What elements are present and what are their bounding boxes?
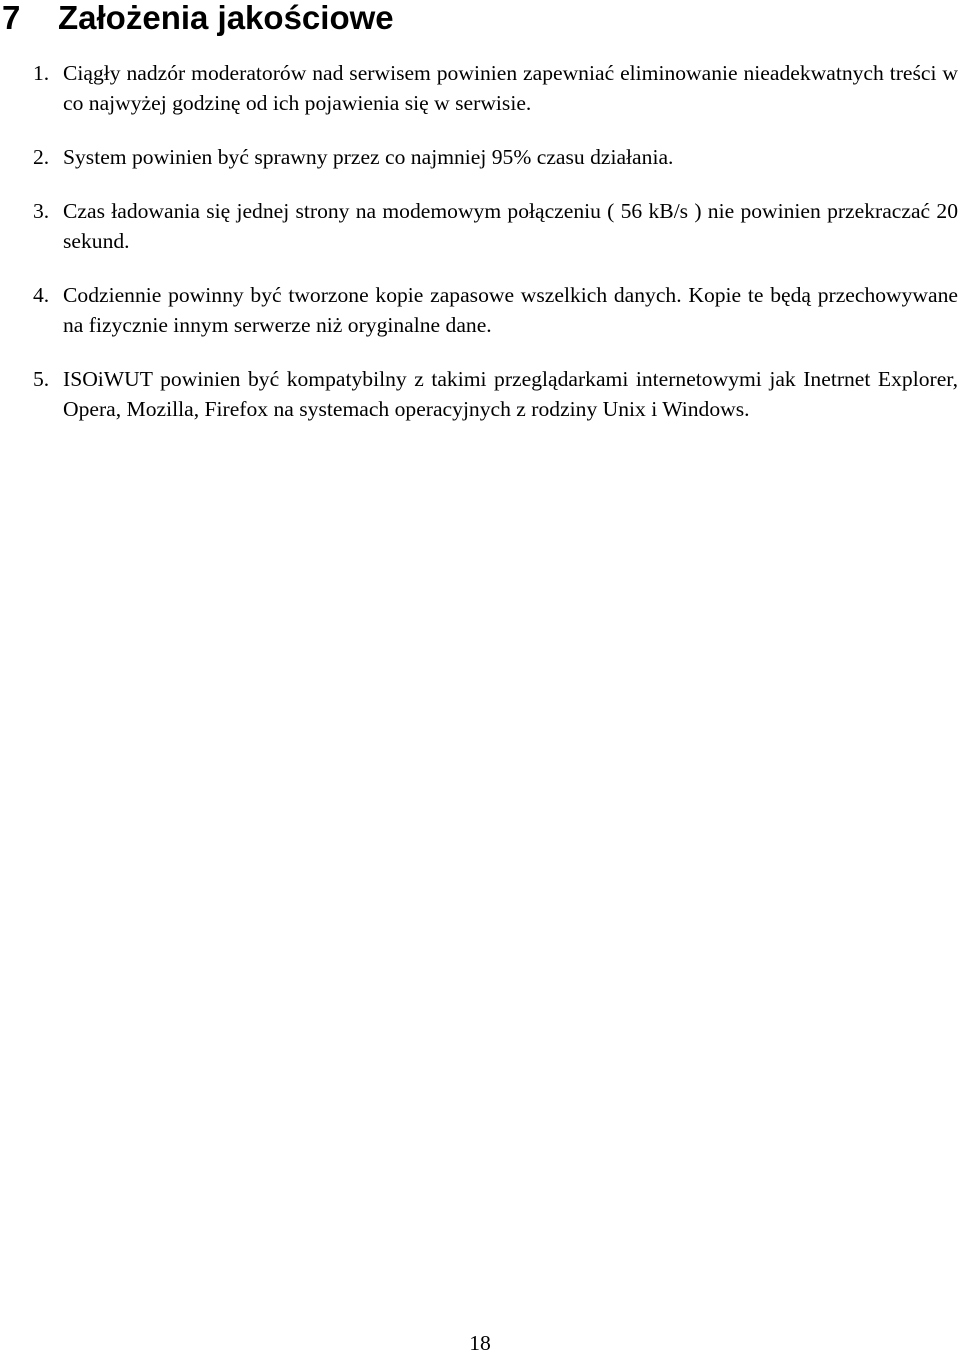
requirement-item-3 <box>0 196 960 256</box>
requirement-text: Czas ładowania się jednej strony na modemowym połączeniu ( 56 kB/s ) nie powinien przekraczać 20 sekund. <box>63 199 958 253</box>
requirement-number: 4. <box>33 283 50 307</box>
requirement-text: Codziennie powinny być tworzone kopie zapasowe wszelkich danych. Kopie te będą przechowywane na fizycznie innym serwerze niż oryginalne dane. <box>63 283 958 337</box>
requirement-item-4 <box>0 280 960 340</box>
requirement-number: 1. <box>33 61 50 85</box>
requirement-item-5 <box>0 364 960 424</box>
requirement-item-2 <box>0 142 960 172</box>
requirement-text: ISOiWUT powinien być kompatybilny z takimi przeglądarkami internetowymi jak Inetrnet Explorer, Opera, Mozilla, Firefox na systemach operacyjnych z rodziny Unix i Windows. <box>63 367 958 421</box>
section-heading <box>2 0 394 38</box>
requirement-number: 3. <box>33 199 50 223</box>
requirements-list <box>0 58 960 448</box>
requirement-number: 2. <box>33 145 50 169</box>
section-number: 7 <box>2 0 21 36</box>
page-number: 18 <box>469 1331 491 1355</box>
requirement-item-1 <box>0 58 960 118</box>
requirement-number: 5. <box>33 367 50 391</box>
section-title: Założenia jakościowe <box>58 0 394 36</box>
requirement-text: System powinien być sprawny przez co najmniej 95% czasu działania. <box>63 145 674 169</box>
requirement-text: Ciągły nadzór moderatorów nad serwisem powinien zapewniać eliminowanie nieadekwatnych treści w co najwyżej godzinę od ich pojawienia się w serwisie. <box>63 61 958 115</box>
